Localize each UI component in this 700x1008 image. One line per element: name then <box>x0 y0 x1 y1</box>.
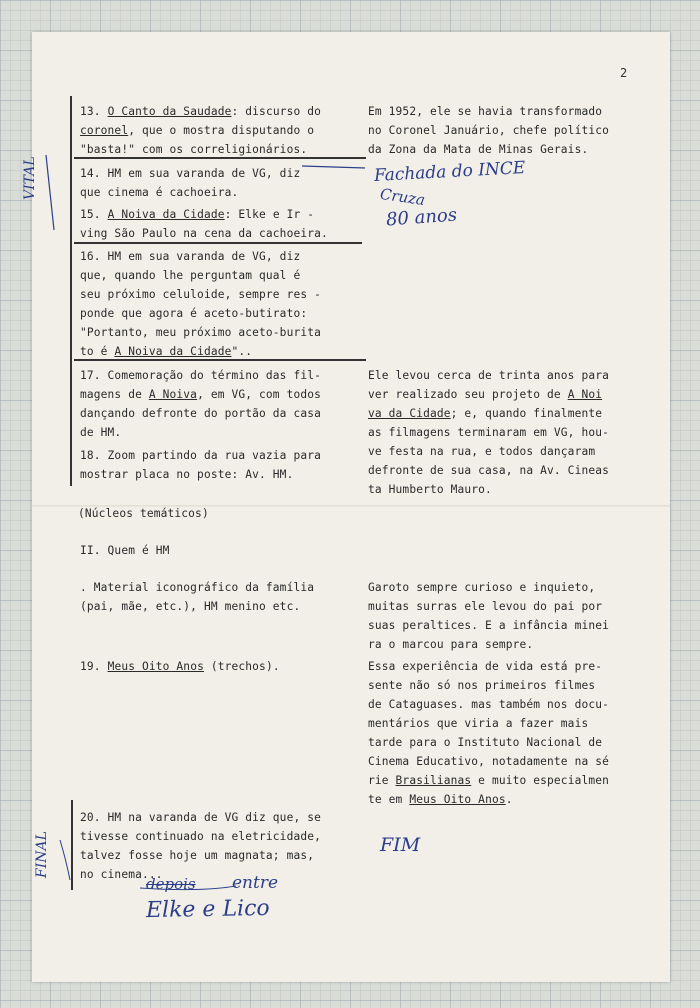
right-p3-line-2: muitas surras ele levou do pai por <box>368 600 603 613</box>
item-18-line-1: 18. Zoom partindo da rua vazia para <box>80 449 321 462</box>
item-17-line-1: 17. Comemoração do término das fil- <box>80 369 321 382</box>
right-p4-line-2: sente não só nos primeiros filmes <box>368 679 596 692</box>
right-p1-line-3: da Zona da Mata de Minas Gerais. <box>368 143 589 156</box>
handwritten-margin-vital: VITAL <box>22 156 38 200</box>
item-20-line-4: no cinema... <box>80 868 163 881</box>
item-20-line-3: talvez fosse hoje um magnata; mas, <box>80 849 315 862</box>
item-14-line-1: 14. HM em sua varanda de VG, diz <box>80 167 301 180</box>
item-16-line-5: "Portanto, meu próximo aceto-burita <box>80 326 321 339</box>
right-p4-line-4: mentários que viria a fazer mais <box>368 717 589 730</box>
nucleos-tematicos: (Núcleos temáticos) <box>78 507 209 520</box>
right-p4-line-6: Cinema Educativo, notadamente na sé <box>368 755 609 768</box>
right-p4-line-3: de Cataguases. mas também nos docu- <box>368 698 609 711</box>
material-line-1: . Material iconográfico da família <box>80 581 315 594</box>
handwritten-note-cruza: Cruza <box>378 184 427 210</box>
handwritten-insert-entre: entre <box>232 873 279 893</box>
right-p1-line-2: no Coronel Januário, chefe político <box>368 124 609 137</box>
item-16-line-6: to é A Noiva da Cidade".. <box>80 345 253 358</box>
right-p4-line-5: tarde para o Instituto Nacional de <box>368 736 603 749</box>
item-15-line-2: ving São Paulo na cena da cachoeira. <box>80 227 328 240</box>
handwritten-margin-final: FINAL <box>34 831 50 878</box>
item-16-line-2: que, quando lhe perguntam qual é <box>80 269 301 282</box>
right-p2-line-2: ver realizado seu projeto de A Noi <box>368 388 603 401</box>
left-bracket-bottom <box>71 800 73 890</box>
item-16-line-3: seu próximo celuloide, sempre res - <box>80 288 321 301</box>
handwritten-fim: FIM <box>380 834 421 856</box>
item-20-line-1: 20. HM na varanda de VG diz que, se <box>80 811 321 824</box>
right-p2-line-4: as filmagens terminaram em VG, hou- <box>368 426 609 439</box>
right-p3-line-1: Garoto sempre curioso e inquieto, <box>368 581 596 594</box>
right-p3-line-3: suas peraltices. E a infância minei <box>368 619 609 632</box>
right-p4-line-1: Essa experiência de vida está pre- <box>368 660 603 673</box>
item-19: 19. Meus Oito Anos (trechos). <box>80 660 280 673</box>
right-p1-line-1: Em 1952, ele se havia transformado <box>368 105 603 118</box>
item-20-line-2: tivesse continuado na eletricidade, <box>80 830 321 843</box>
item-13-line-3: "basta!" com os correligionários. <box>80 143 308 156</box>
item-15-line-1: 15. A Noiva da Cidade: Elke e Ir - <box>80 208 315 221</box>
right-p2-line-7: ta Humberto Mauro. <box>368 483 492 496</box>
right-p3-line-4: ra o marcou para sempre. <box>368 638 534 651</box>
handwritten-note-fachada: Fachada do INCE <box>373 158 526 186</box>
item-13-line-2: coronel, que o mostra disputando o <box>80 124 315 137</box>
right-p2-line-6: defronte de sua casa, na Av. Cineas <box>368 464 609 477</box>
left-bracket-top <box>70 96 72 486</box>
right-p2-line-1: Ele levou cerca de trinta anos para <box>368 369 609 382</box>
right-p2-line-3: va da Cidade; e, quando finalmente <box>368 407 603 420</box>
right-p2-line-5: ve festa na rua, e todos dançaram <box>368 445 596 458</box>
item-16-line-1: 16. HM em sua varanda de VG, diz <box>80 250 301 263</box>
handwritten-insert-names: Elke e Lico <box>145 895 270 924</box>
item-13-line-1: 13. O Canto da Saudade: discurso do <box>80 105 322 118</box>
item-16-line-4: ponde que agora é aceto-butirato: <box>80 307 308 320</box>
handwritten-note-80-anos: 80 anos <box>385 204 458 231</box>
handwritten-struck-word: depois <box>146 875 196 893</box>
divider-after-13 <box>74 157 366 159</box>
right-p4-line-8: te em Meus Oito Anos. <box>368 793 513 806</box>
page-number: 2 <box>620 66 628 80</box>
divider-after-16 <box>74 359 366 361</box>
item-17-line-4: de HM. <box>80 426 122 439</box>
section-heading: II. Quem é HM <box>80 544 170 557</box>
item-17-line-3: dançando defronte do portão da casa <box>80 407 321 420</box>
item-17-line-2: magens de A Noiva, em VG, com todos <box>80 388 322 401</box>
item-18-line-2: mostrar placa no poste: Av. HM. <box>80 468 294 481</box>
material-line-2: (pai, mãe, etc.), HM menino etc. <box>80 600 301 613</box>
right-p4-line-7: rie Brasilianas e muito especialmen <box>368 774 610 787</box>
divider-after-15 <box>74 242 362 244</box>
item-14-line-2: que cinema é cachoeira. <box>80 186 239 199</box>
